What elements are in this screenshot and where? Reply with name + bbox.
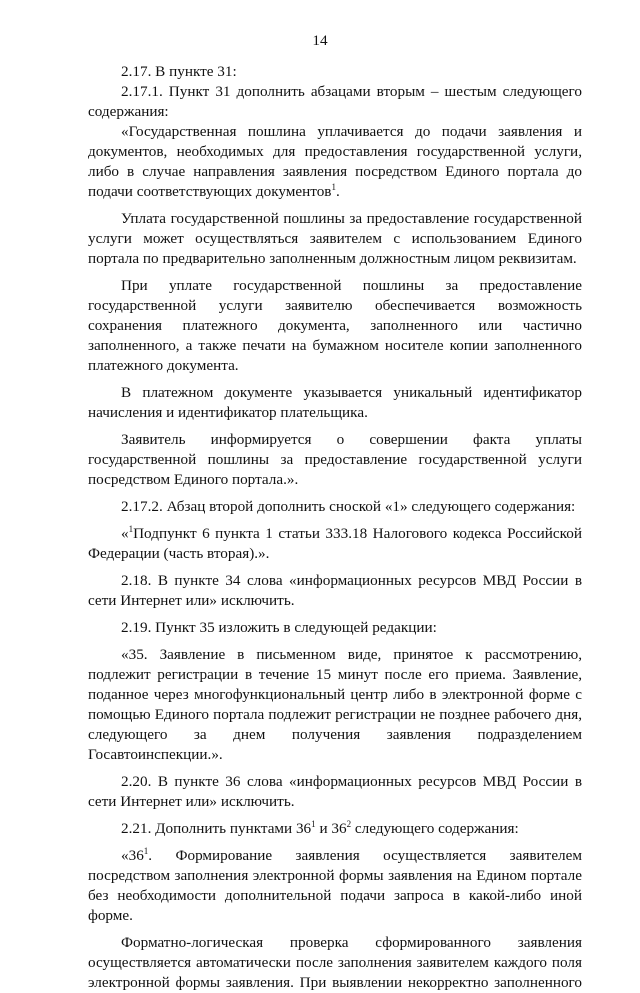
paragraph-2-17-1 — [88, 82, 582, 122]
paragraph-line: . Формирование заявления осуществляется заявителем — [148, 847, 582, 864]
paragraph-line: 2.17.2. Абзац второй дополнить сноской «1» следующего — [121, 498, 491, 515]
document-body — [88, 62, 582, 993]
paragraph-2-18 — [88, 571, 582, 611]
paragraph-line: посредством Единого портала.». — [88, 471, 299, 488]
paragraph-line: дня, следующего за днем получения заявления подразделением — [88, 706, 583, 743]
paragraph-line: 2.18. В пункте 34 слова «информационных ресурсов МВД России в — [121, 572, 582, 589]
paragraph-35 — [88, 645, 582, 765]
paragraph-line: платежного документа. — [88, 357, 239, 374]
paragraph-line: «36 — [121, 847, 144, 864]
paragraph-line: государственной пошлины за предоставление государственной услуги — [88, 451, 582, 468]
paragraph-line: либо в случае направления заявления посредством Единого портала до — [88, 163, 582, 180]
paragraph-line: При уплате государственной пошлины за предоставление — [121, 277, 582, 294]
paragraph-2-21 — [88, 819, 582, 839]
paragraph-line: 2.17.1. Пункт 31 дополнить абзацами вторым – шестым следующего — [121, 83, 582, 100]
superscript-2: 2 — [346, 819, 352, 829]
paragraph-line: документов, необходимых для предоставления государственной услуги, — [88, 143, 582, 160]
paragraph-line: 2.19. Пункт 35 изложить в следующей редакции: — [121, 619, 437, 636]
footnote-marker: 1 — [128, 524, 134, 534]
paragraph-36-1 — [88, 846, 582, 926]
paragraph-state-fee — [88, 122, 582, 202]
paragraph-2-20 — [88, 772, 582, 812]
paragraph-line: Заявитель информируется о совершении факта уплаты — [121, 431, 582, 448]
paragraph-line: должностным лицом реквизитам. — [359, 250, 577, 267]
footnote-marker: 1 — [331, 182, 336, 192]
paragraph-line: 2.21. Дополнить пунктами 36 — [121, 820, 312, 837]
paragraph-line: помощью Единого портала подлежит регистрации не позднее рабочего — [88, 706, 552, 723]
page-number: 14 — [312, 32, 328, 49]
paragraph-line: заполненного, а также печати на бумажном носителе копии заполненного — [88, 337, 582, 354]
paragraph-2-17-2 — [88, 497, 582, 517]
paragraph-saving-document — [88, 276, 582, 376]
paragraph-line: сети Интернет или» исключить. — [88, 793, 295, 810]
paragraph-line: и 36 — [315, 820, 347, 837]
paragraph-line: 2.20. В пункте 36 слова «информационных ресурсов МВД России в — [121, 773, 582, 790]
paragraph-line: государственной услуги заявителю обеспечивается возможность — [88, 297, 582, 314]
paragraph-line: подлежит регистрации в течение 15 минут после его приема. Заявление, — [88, 666, 582, 683]
paragraph-line: 2.17. В пункте 31: — [121, 63, 237, 80]
paragraph-line: Подпункт 6 пункта 1 статьи 333.18 Налогового кодекса — [133, 525, 502, 542]
paragraph-line: «35. Заявление в письменном виде, принятое к рассмотрению, — [121, 646, 582, 663]
paragraph-line: поданное через многофункциональный центр либо в электронной форме с — [88, 686, 582, 703]
paragraph-line: Российской Федерации (часть вторая).». — [88, 525, 582, 562]
paragraph-line: начисления и идентификатор плательщика. — [88, 404, 368, 421]
paragraph-identifier — [88, 383, 582, 423]
paragraph-2-17 — [88, 62, 582, 82]
paragraph-footnote-text — [88, 524, 582, 564]
paragraph-line: подачи соответствующих документов — [88, 183, 332, 200]
paragraph-line: без необходимости дополнительной подачи запроса в какой-либо иной — [88, 887, 582, 904]
paragraph-format-check — [88, 933, 582, 993]
paragraph-line: Уплата государственной пошлины за предоставление — [121, 210, 470, 227]
superscript-1: 1 — [143, 846, 149, 856]
paragraph-line: следующего содержания: — [351, 820, 519, 837]
paragraph-line: сохранения платежного документа, заполненного или частично — [88, 317, 582, 334]
paragraph-line: Госавтоинспекции.». — [88, 746, 223, 763]
paragraph-line: использованием Единого портала по предварительно заполненным — [88, 230, 582, 267]
paragraph-line: содержания: — [88, 103, 169, 120]
paragraph-applicant-informed — [88, 430, 582, 490]
paragraph-line: форме. — [88, 907, 133, 924]
paragraph-line: « — [121, 525, 129, 542]
paragraph-line: государственной услуги может осуществляться заявителем с — [88, 210, 582, 247]
paragraph-line: сети Интернет или» исключить. — [88, 592, 295, 609]
paragraph-line: В платежном документе указывается уникальный идентификатор — [121, 384, 582, 401]
paragraph-2-19 — [88, 618, 582, 638]
paragraph-line: Форматно-логическая проверка сформированного заявления — [121, 934, 582, 951]
paragraph-line: «Государственная пошлина уплачивается до подачи заявления и — [121, 123, 582, 140]
paragraph-tail: . — [335, 183, 340, 200]
paragraph-payment — [88, 209, 582, 269]
paragraph-line: содержания: — [494, 498, 576, 515]
paragraph-line: электронной формы заявления. При выявлении некорректно заполненного — [88, 974, 582, 991]
paragraph-line: осуществляется автоматически после заполнения заявителем каждого поля — [88, 954, 582, 971]
paragraph-line: посредством заполнения электронной формы заявления на Едином портале — [88, 867, 582, 884]
superscript-1: 1 — [311, 819, 316, 829]
